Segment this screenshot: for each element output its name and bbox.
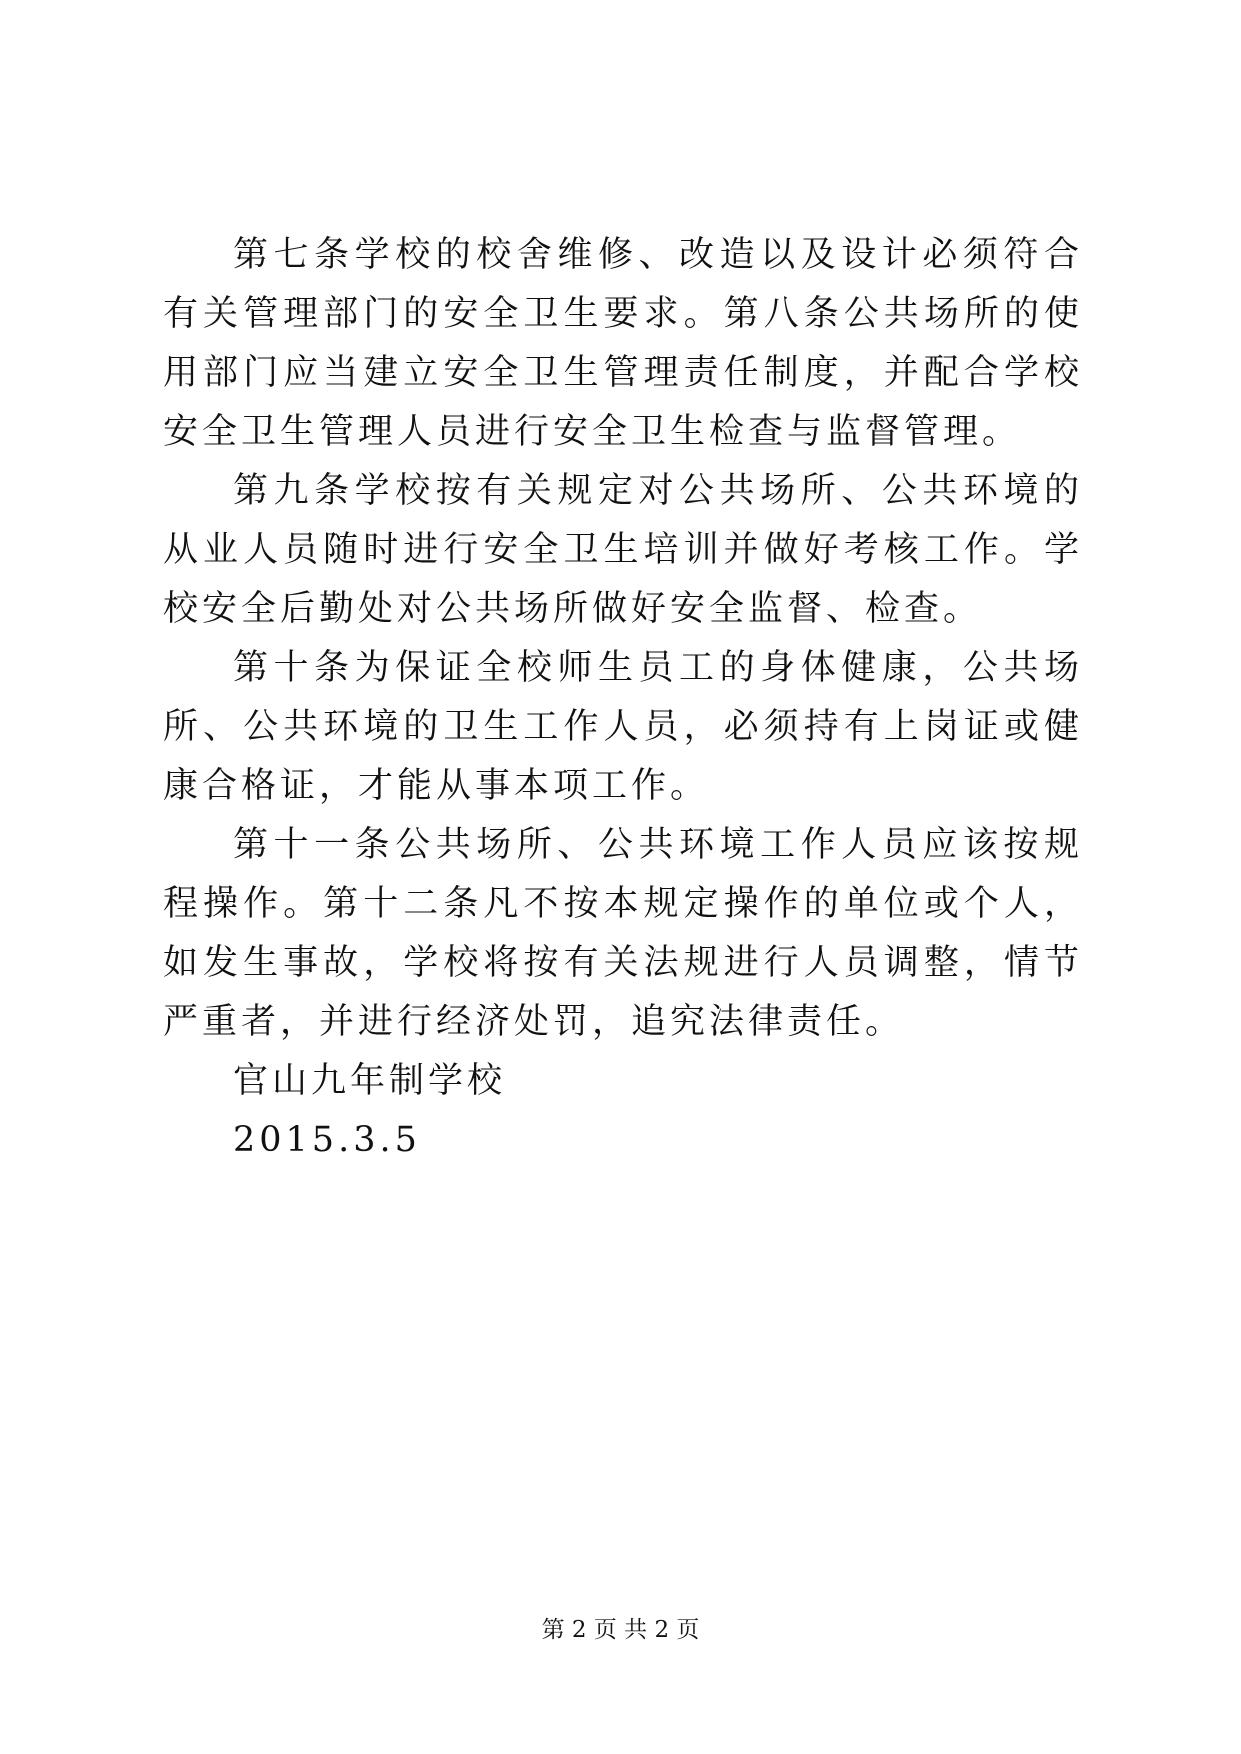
document-date: 2015.3.5 (233, 1120, 421, 1160)
paragraph-article-10: 第十条为保证全校师生员工的身体健康，公共场所、公共环境的卫生工作人员，必须持有上岗证或健康合格证，才能从事本项工作。 (163, 648, 1083, 806)
paragraph-article-9: 第九条学校按有关规定对公共场所、公共环境的从业人员随时进行安全卫生培训并做好考核工作。学校安全后勤处对公共场所做好安全监督、检查。 (163, 471, 1083, 629)
page-number-footer: 第 2 页 共 2 页 (541, 1617, 700, 1643)
document-body (163, 226, 1083, 1170)
paragraph-article-11-12: 第十一条公共场所、公共环境工作人员应该按规程操作。第十二条凡不按本规定操作的单位或个人，如发生事故，学校将按有关法规进行人员调整，情节严重者，并进行经济处罚，追究法律责任。 (163, 825, 1083, 1042)
signature-school-name: 官山九年制学校 (233, 1061, 507, 1101)
paragraph-article-7-8: 第七条学校的校舍维修、改造以及设计必须符合有关管理部门的安全卫生要求。第八条公共场所的使用部门应当建立安全卫生管理责任制度，并配合学校安全卫生管理人员进行安全卫生检查与监督管理。 (163, 235, 1083, 452)
